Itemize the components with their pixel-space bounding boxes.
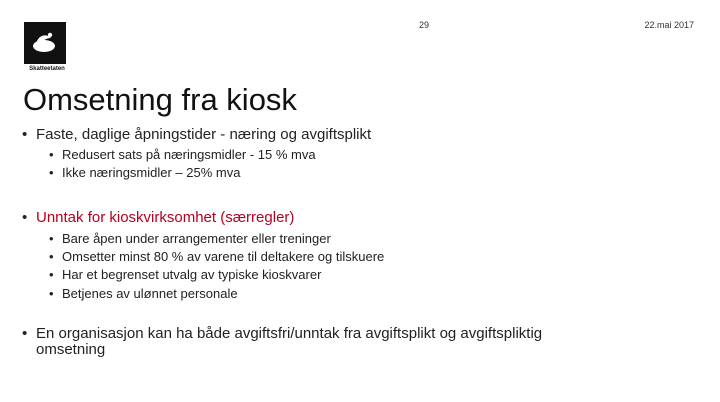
sub-bullet-item — [49, 146, 316, 164]
sub-bullet-item — [49, 266, 322, 284]
bullet-marker: • — [49, 147, 54, 162]
bullet-item — [22, 325, 543, 358]
bullet-marker: • — [49, 231, 54, 246]
sub-bullet-item — [49, 248, 385, 266]
sub-bullet-text: Har et begrenset utvalg av typiske kioskvarer — [62, 267, 322, 282]
bullet-item — [22, 126, 372, 143]
bullet-marker: • — [49, 286, 54, 301]
bullet-item — [22, 209, 295, 226]
bullet-marker: • — [22, 126, 28, 143]
bullet-text-line-2: omsetning — [36, 341, 106, 358]
sub-bullet-item — [49, 285, 238, 303]
slide-date: 22.mai 2017 — [644, 20, 694, 30]
slide-title: Omsetning fra kiosk — [23, 82, 297, 117]
logo-emblem-icon — [24, 22, 66, 64]
sub-bullet-text: Bare åpen under arrangementer eller treninger — [62, 231, 331, 246]
bullet-marker: • — [22, 209, 28, 226]
bullet-marker: • — [22, 325, 28, 342]
bullet-text-line-1: En organisasjon kan ha både avgiftsfri/unntak fra avgiftsplikt og avgiftspliktig — [36, 325, 543, 342]
bullet-marker: • — [49, 249, 54, 264]
bullet-marker: • — [49, 267, 54, 282]
skatteetaten-logo — [24, 22, 66, 64]
logo-text: Skatteetaten — [29, 66, 65, 72]
sub-bullet-text: Omsetter minst 80 % av varene til deltakere og tilskuere — [62, 249, 385, 264]
sub-bullet-text: Redusert sats på næringsmidler - 15 % mva — [62, 147, 316, 162]
sub-bullet-text: Ikke næringsmidler – 25% mva — [62, 165, 241, 180]
bullet-text: Unntak for kioskvirksomhet (særregler) — [36, 209, 295, 226]
sub-bullet-text: Betjenes av ulønnet personale — [62, 286, 238, 301]
bullet-text: Faste, daglige åpningstider - næring og avgiftsplikt — [36, 126, 372, 143]
bullet-marker: • — [49, 165, 54, 180]
page-number: 29 — [418, 20, 429, 30]
sub-bullet-item — [49, 230, 331, 248]
sub-bullet-item — [49, 164, 241, 182]
